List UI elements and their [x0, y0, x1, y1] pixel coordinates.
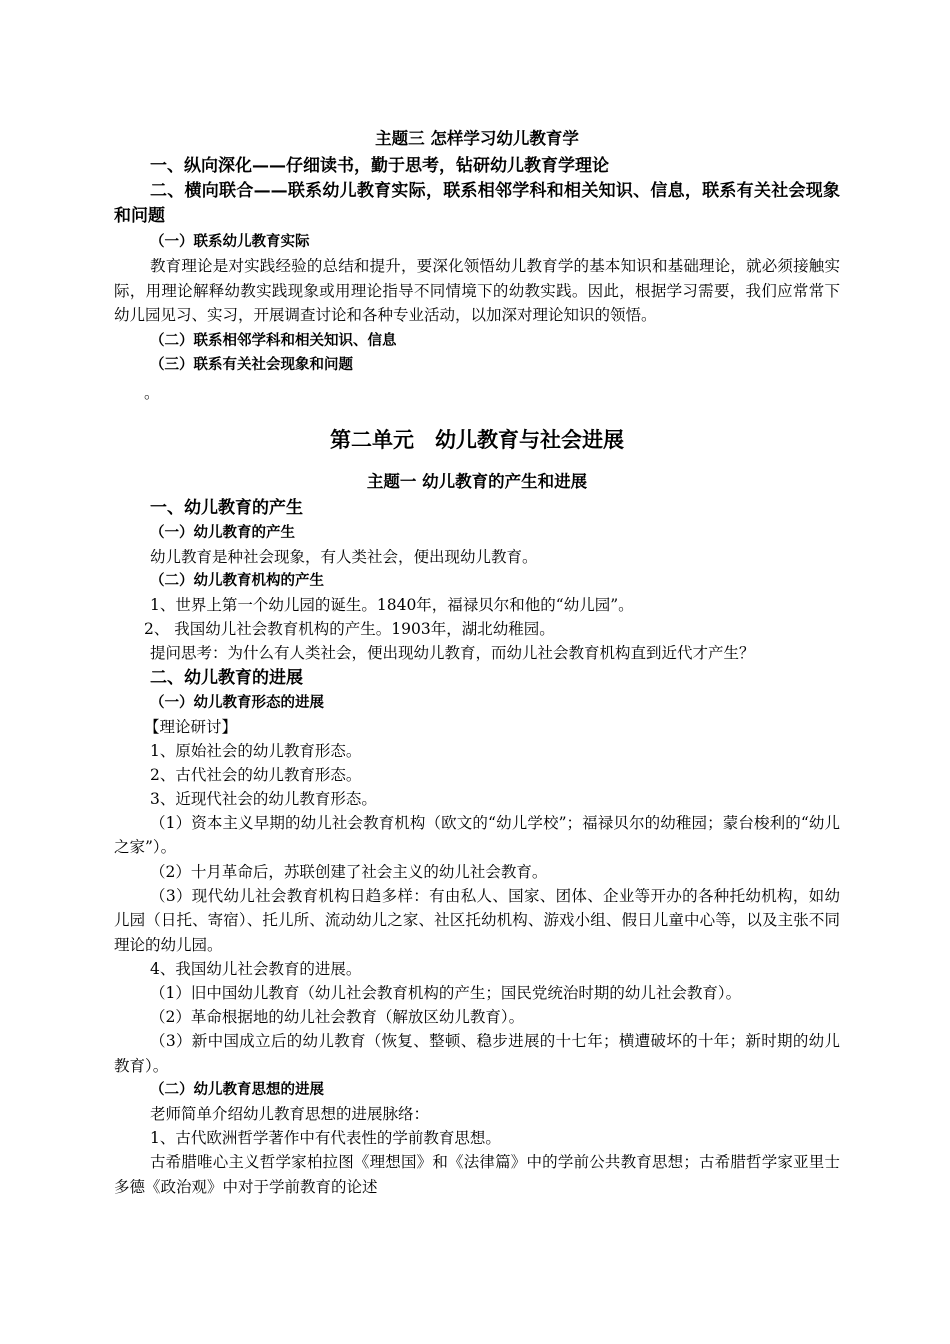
unit2-section-2-sub-1: （一）幼儿教育形态的进展 [150, 694, 324, 711]
unit2-section-1-sub-1-text: 幼儿教育是种社会现象，有人类社会，便出现幼儿教育。 [150, 547, 538, 566]
topic3-subsection-1: （一）联系幼儿教育实际 [150, 234, 310, 250]
unit2-section-2: 二、幼儿教育的进展 [150, 667, 303, 688]
unit2-form-4: 4、我国幼儿社会教育的进展。 [150, 960, 362, 978]
unit2-section-1-item-2: 2、 我国幼儿社会教育机构的产生。1903年，湖北幼稚园。 [144, 619, 555, 638]
unit2-theory-label: 【理论研讨】 [144, 717, 238, 736]
unit2-section-1-sub-2: （二）幼儿教育机构的产生 [150, 572, 324, 589]
unit2-form-4-c: （3）新中国成立后的幼儿教育（恢复、整顿、稳步进展的十七年；横遭破坏的十年；新时期的幼儿教育）。 [114, 1032, 840, 1075]
unit2-form-3-c: （3）现代幼儿社会教育机构日趋多样：有由私人、国家、团体、企业等开办的各种托幼机构，如幼儿园（日托、寄宿）、托儿所、流动幼儿之家、社区托幼机构、游戏小组、假日儿童中心等，以及主张不同理论的幼儿园。 [114, 886, 840, 954]
unit2-topic1-title: 主题一 幼儿教育的产生和进展 [366, 471, 588, 491]
unit2-form-4-a: （1）旧中国幼儿教育（幼儿社会教育机构的产生；国民党统治时期的幼儿社会教育）。 [150, 984, 742, 1002]
topic3-subsection-2: （二）联系相邻学科和相关知识、信息 [150, 332, 397, 349]
unit2-title: 第二单元 幼儿教育与社会进展 [330, 427, 624, 452]
unit2-section-1-item-1: 1、世界上第一个幼儿园的诞生。1840年，福禄贝尔和他的“幼儿园”。 [150, 595, 634, 614]
topic3-section-2: 二、横向联合——联系幼儿教育实际，联系相邻学科和相关知识、信息，联系有关社会现象和问题 [114, 181, 840, 226]
topic3-section-1: 一、纵向深化——仔细读书，勤于思考，钻研幼儿教育学理论 [150, 156, 609, 176]
stray-period: 。 [144, 383, 160, 402]
topic3-subsection-3: （三）联系有关社会现象和问题 [150, 356, 353, 373]
unit2-thought-intro: 老师简单介绍幼儿教育思想的进展脉络： [150, 1105, 430, 1123]
unit2-thought-1: 1、古代欧洲哲学著作中有代表性的学前教育思想。 [150, 1129, 501, 1147]
unit2-section-1: 一、幼儿教育的产生 [150, 497, 303, 518]
unit2-form-3: 3、近现代社会的幼儿教育形态。 [150, 789, 377, 808]
unit2-thought-1-text: 古希腊唯心主义哲学家柏拉图《理想国》和《法律篇》中的学前公共教育思想；古希腊哲学家亚里士多德《政治观》中对于学前教育的论述 [114, 1153, 840, 1196]
unit2-question: 提问思考：为什么有人类社会，便出现幼儿教育，而幼儿社会教育机构直到近代才产生？ [150, 643, 755, 662]
unit2-form-1: 1、原始社会的幼儿教育形态。 [150, 741, 362, 760]
unit2-form-2: 2、古代社会的幼儿教育形态。 [150, 765, 362, 784]
unit2-section-2-sub-2: （二）幼儿教育思想的进展 [150, 1082, 324, 1098]
unit2-form-4-b: （2）革命根据地的幼儿社会教育（解放区幼儿教育）。 [150, 1008, 525, 1026]
unit2-section-1-sub-1: （一）幼儿教育的产生 [150, 524, 295, 541]
topic3-paragraph-1: 教育理论是对实践经验的总结和提升，要深化领悟幼儿教育学的基本知识和基础理论，就必须接触实际，用理论解释幼教实践现象或用理论指导不同情境下的幼教实践。因此，根据学习需要，我们应常常下幼儿园见习、实习，开展调查讨论和各种专业活动，以加深对理论知识的领悟。 [114, 257, 840, 324]
topic3-title: 主题三 怎样学习幼儿教育学 [375, 129, 579, 148]
document-page [114, 126, 840, 1199]
unit2-form-3-a: （1）资本主义早期的幼儿社会教育机构（欧文的“幼儿学校”；福禄贝尔的幼稚园；蒙台梭利的“幼儿之家”）。 [114, 813, 840, 856]
unit2-form-3-b: （2）十月革命后，苏联创建了社会主义的幼儿社会教育。 [150, 862, 548, 881]
